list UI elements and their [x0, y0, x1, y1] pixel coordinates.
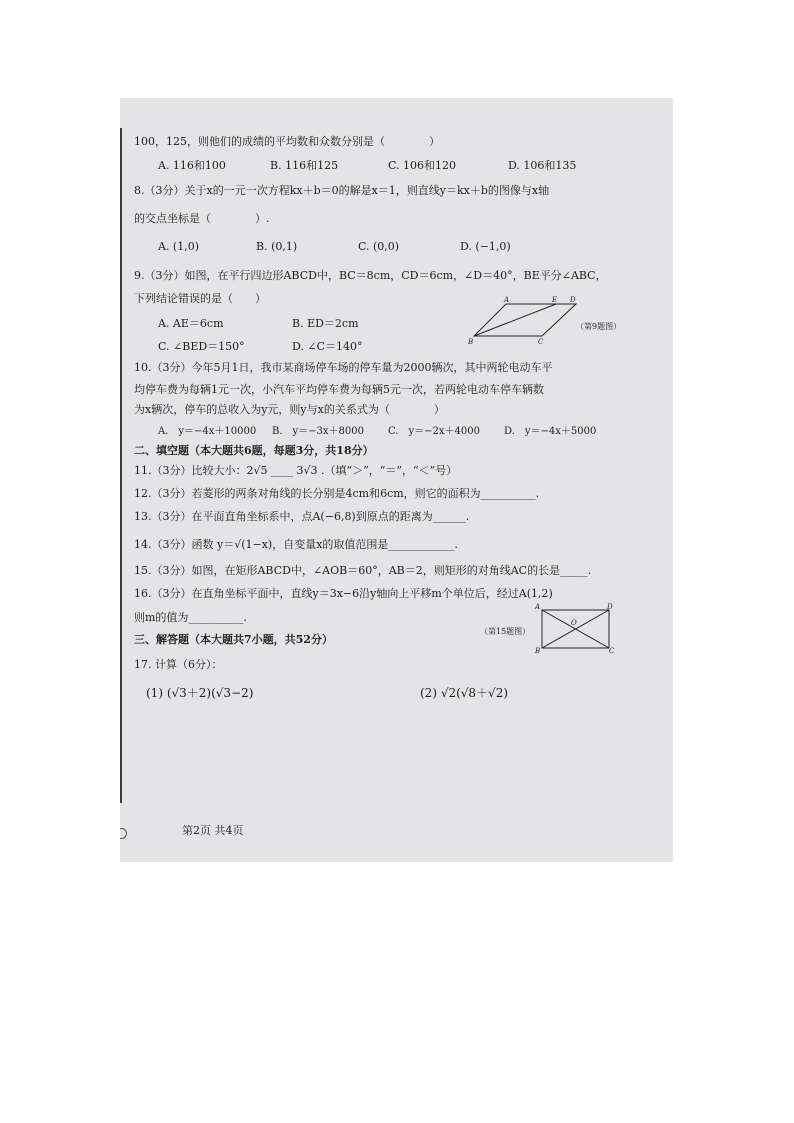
q9-parallelogram-figure — [470, 294, 585, 346]
q13: 13.（3分）在平面直角坐标系中，点A(−6,8)到原点的距离为______. — [134, 510, 470, 523]
q16-line1: 16.（3分）在直角坐标平面中，直线y＝3x−6沿y轴向上平移m个单位后，经过A(1,2) — [134, 587, 553, 600]
q9-label-b: B — [468, 338, 474, 346]
q10-option-c: C. y＝−2x＋4000 — [388, 426, 480, 437]
q9-line1: 9.（3分）如图，在平行四边形ABCD中，BC＝8cm，CD＝6cm，∠D＝40°，BE平分∠ABC， — [134, 269, 607, 282]
q9-option-d: D. ∠C＝140° — [292, 340, 363, 353]
q7-option-c: C. 106和120 — [388, 159, 457, 172]
q7-continuation: 100，125，则他们的成绩的平均数和众数分别是（ ） — [134, 135, 440, 148]
q15-label-c: C — [609, 647, 615, 655]
q9-label-c: C — [538, 338, 544, 346]
q15-label-o: O — [571, 619, 577, 627]
q10-option-d: D. y＝−4x＋5000 — [504, 426, 597, 437]
q10-option-a: A. y＝−4x＋10000 — [158, 426, 257, 437]
q14: 14.（3分）函数 y＝√(1−x)，自变量x的取值范围是____________. — [134, 538, 458, 551]
q8-line1: 8.（3分）关于x的一元一次方程kx＋b＝0的解是x＝1，则直线y＝kx＋b的图像与x轴 — [134, 184, 550, 197]
q7-option-a: A. 116和100 — [158, 159, 226, 172]
q8-option-b: B. (0,1) — [256, 240, 298, 253]
binding-edge — [120, 128, 122, 803]
q8-option-c: C. (0,0) — [358, 240, 400, 253]
q10-line2: 均停车费为每辆1元一次，小汽车平均停车费为每辆5元一次，若两轮电动车停车辆数 — [134, 383, 544, 396]
q9-label-e: E — [552, 296, 558, 304]
q8-option-d: D. (−1,0) — [460, 240, 511, 253]
q9-line2: 下列结论错误的是（ ） — [134, 292, 266, 305]
page-footer: 第2页 共4页 — [182, 824, 244, 837]
q15-label-a: A — [535, 603, 541, 611]
q15: 15.（3分）如图，在矩形ABCD中，∠AOB＝60°，AB＝2，则矩形的对角线AC的长是_____. — [134, 564, 592, 577]
q10-line1: 10.（3分）今年5月1日，我市某商场停车场的停车量为2000辆次，其中两轮电动车平 — [134, 361, 553, 374]
q10-line3: 为x辆次，停车的总收入为y元，则y与x的关系式为（ ） — [134, 403, 445, 416]
q7-option-d: D. 106和135 — [508, 159, 577, 172]
punch-hole-icon — [120, 828, 127, 839]
q9-option-b: B. ED＝2cm — [292, 317, 359, 330]
q15-label-d: D — [607, 603, 613, 611]
q9-option-a: A. AE＝6cm — [158, 317, 224, 330]
q15-caption: （第15题图） — [480, 627, 531, 636]
q9-label-d: D — [570, 296, 576, 304]
q12: 12.（3分）若菱形的两条对角线的长分别是4cm和6cm，则它的面积为__________. — [134, 487, 540, 500]
q7-option-b: B. 116和125 — [270, 159, 339, 172]
q9-option-c: C. ∠BED＝150° — [158, 340, 245, 353]
q8-line2: 的交点坐标是（ ）. — [134, 212, 270, 225]
q17-heading: 17. 计算（6分）： — [134, 658, 223, 671]
q9-caption: （第9题图） — [576, 322, 622, 331]
q16-line2: 则m的值为__________. — [134, 611, 247, 624]
q11: 11.（3分）比较大小：2√5 ____ 3√3 .（填“＞”，“＝”，“＜”号） — [134, 464, 458, 477]
q10-option-b: B. y＝−3x＋8000 — [272, 426, 365, 437]
scanned-page — [120, 98, 673, 862]
q17-part2: (2) √2(√8＋√2) — [420, 686, 509, 700]
section-3-heading: 三、解答题（本大题共7小题，共52分） — [134, 633, 333, 646]
q17-part1: (1) (√3＋2)(√3−2) — [146, 686, 254, 700]
q15-rectangle-figure — [538, 606, 614, 652]
section-2-heading: 二、填空题（本大题共6题，每题3分，共18分） — [134, 444, 374, 457]
q9-label-a: A — [504, 296, 510, 304]
q8-option-a: A. (1,0) — [158, 240, 200, 253]
q15-label-b: B — [535, 647, 541, 655]
